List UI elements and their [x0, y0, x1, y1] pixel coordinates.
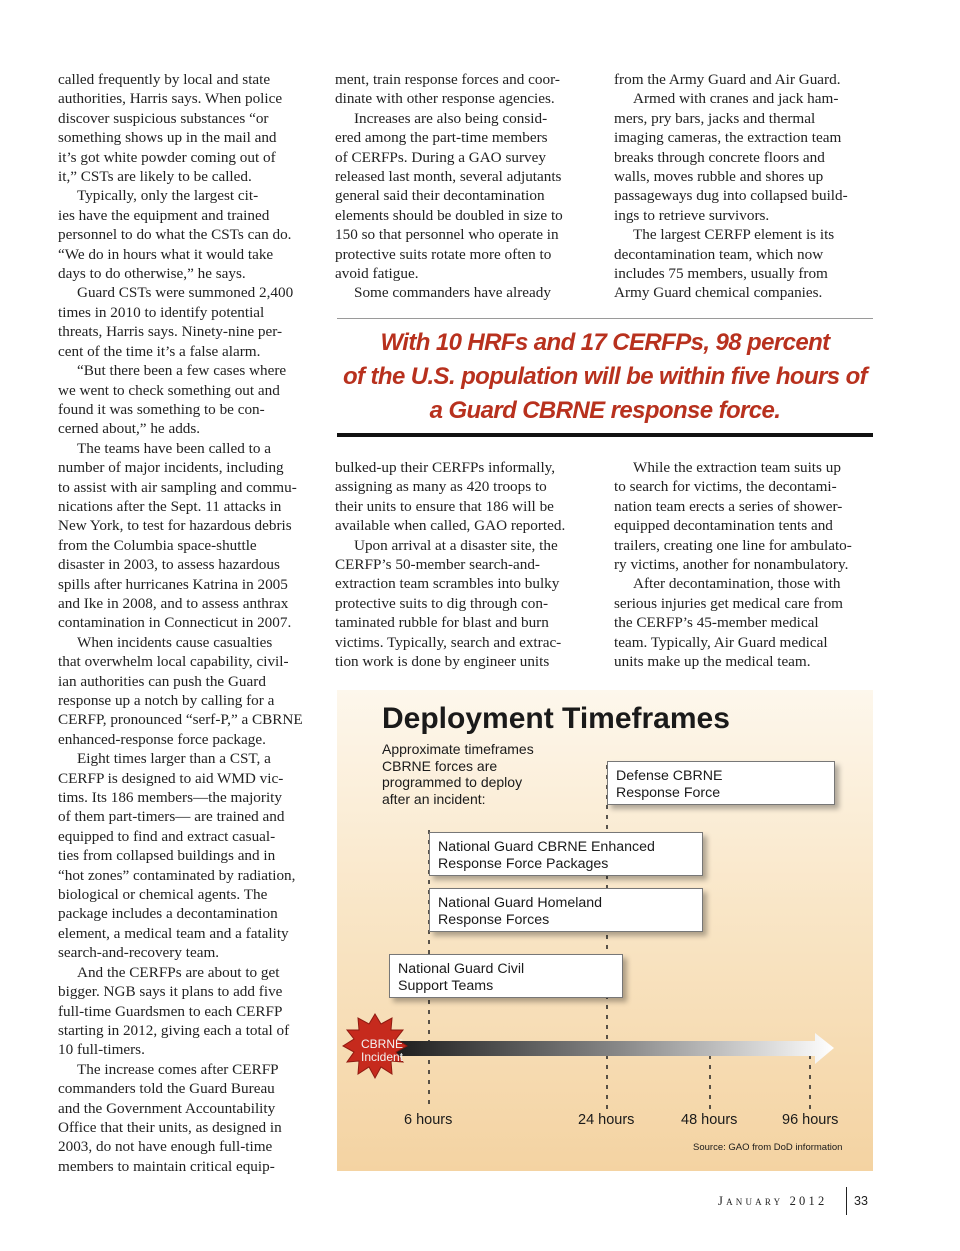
hrf-box — [429, 888, 703, 932]
text-line: their units to ensure that 186 will be — [335, 497, 554, 515]
box-label: Support Teams — [398, 977, 494, 994]
box-label: National Guard Civil — [398, 961, 525, 977]
chart-subtitle-line: Approximate timeframes — [382, 741, 534, 757]
text-line: ry victims, another for nonambulatory. — [614, 556, 849, 574]
text-line: “We do in hours what it would take — [58, 245, 274, 263]
pullquote-top-rule — [337, 318, 873, 319]
text-line: discover suspicious substances “or — [58, 109, 269, 127]
column-3-lower-text — [614, 458, 874, 671]
text-line: ties from collapsed buildings and in — [58, 847, 276, 865]
column-3-text — [614, 70, 874, 303]
tick-label-6-hours: 6 hours — [404, 1112, 453, 1128]
box-label: National Guard Homeland — [438, 895, 603, 911]
box-label: National Guard CBRNE Enhanced — [438, 839, 655, 855]
text-line: equipped to find and extract casual- — [58, 827, 276, 845]
text-line: When incidents cause casualties — [77, 633, 273, 651]
text-line: breaks through concrete floors and — [614, 148, 825, 166]
text-line: nation team erects a series of shower- — [614, 497, 843, 515]
text-line: cerned about,” he adds. — [58, 420, 201, 438]
text-line: And the CERFPs are about to get — [77, 963, 280, 981]
text-line: package includes a decontamination — [58, 905, 278, 923]
text-line: spills after hurricanes Katrina in 2005 — [58, 575, 288, 593]
chart-subtitle-line: programmed to deploy — [382, 774, 523, 790]
text-line: Office that their units, as designed in — [58, 1118, 282, 1136]
text-line: elements should be doubled in size to — [335, 206, 563, 224]
text-line: equipped decontamination tents and — [614, 517, 833, 535]
text-line: nications after the Sept. 11 attacks in — [58, 497, 282, 515]
pullquote — [337, 326, 873, 428]
text-line: victims. Typically, search and extrac- — [335, 633, 562, 651]
text-line: Some commanders have already — [354, 284, 551, 302]
text-line: disaster in 2003, to assess hazardous — [58, 556, 280, 574]
text-line: includes 75 members, usually from — [614, 265, 828, 283]
text-line: dinate with other response agencies. — [335, 90, 555, 108]
tick-label-48-hours: 48 hours — [681, 1112, 738, 1128]
text-line: avoid fatigue. — [335, 265, 419, 283]
text-line: called frequently by local and state — [58, 71, 271, 88]
text-line: extraction team scrambles into bulky — [335, 575, 560, 593]
column-2-text — [335, 70, 595, 303]
text-line: “But there been a few cases where — [77, 362, 287, 380]
text-line: team. Typically, Air Guard medical — [614, 633, 828, 651]
text-line: authorities, Harris says. When police — [58, 90, 283, 108]
defense-cbrne-box — [607, 761, 835, 805]
text-line: New York, to test for hazardous debris — [58, 517, 292, 535]
text-line: decontamination team, which now — [614, 245, 824, 263]
text-line: of them part-timers— are trained and — [58, 808, 285, 826]
text-line: days to do otherwise,” he says. — [58, 265, 246, 283]
text-line: ment, train response forces and coor- — [335, 71, 560, 88]
text-line: The increase comes after CERFP — [77, 1060, 279, 1078]
text-line: bigger. NGB says it plans to add five — [58, 983, 283, 1001]
text-line: and Ike in 2008, and to assess anthrax — [58, 594, 289, 612]
tick-label-96-hours: 96 hours — [782, 1112, 839, 1128]
text-line: assigning as many as 420 troops to — [335, 478, 547, 496]
text-line: contamination in Connecticut in 2007. — [58, 614, 292, 632]
text-line: ian authorities can push the Guard — [58, 672, 266, 690]
text-line: threats, Harris says. Ninety-nine per- — [58, 323, 283, 341]
text-line: 2003, do not have enough full-time — [58, 1138, 273, 1156]
text-line: Army Guard chemical companies. — [614, 284, 823, 302]
chart-subtitle-line: after an incident: — [382, 790, 486, 807]
column-2-lower-text — [335, 458, 595, 671]
text-line: “hot zones” contaminated by radiation, — [58, 866, 296, 884]
text-line: units make up the medical team. — [614, 653, 811, 671]
text-line: and the Government Accountability — [58, 1099, 276, 1117]
footer-divider — [846, 1187, 847, 1215]
cst-box — [389, 954, 623, 998]
incident-label-line: CBRNE — [361, 1037, 404, 1051]
text-line: enhanced-response force package. — [58, 730, 266, 748]
text-line: biological or chemical agents. The — [58, 886, 268, 904]
text-line: personnel to do what the CSTs can do. — [58, 226, 292, 244]
text-line: members to maintain critical equip- — [58, 1157, 275, 1175]
text-line: CERFP’s 50-member search-and- — [335, 556, 540, 574]
text-line: available when called, GAO reported. — [335, 517, 566, 535]
pullquote-line: With 10 HRFs and 17 CERFPs, 98 percent — [380, 329, 830, 356]
text-line: to assist with air sampling and commu- — [58, 478, 297, 496]
chart-subtitle — [382, 741, 534, 807]
text-line: full-time Guardsmen to each CERFP — [58, 1002, 283, 1020]
text-line: While the extraction team suits up — [633, 459, 841, 476]
text-line: the CERFP’s 45-member medical — [614, 614, 819, 632]
cerfp-box — [429, 832, 703, 876]
page-number: 33 — [854, 1194, 868, 1208]
text-line: found it was something to be con- — [58, 400, 265, 418]
timeline-arrow — [367, 1033, 834, 1064]
text-line: taminated rubble for blast and burn — [335, 614, 549, 632]
box-label: Response Force — [616, 784, 721, 801]
deployment-timeframes-chart — [337, 690, 873, 1171]
text-line: CERFP, pronounced “serf-P,” a CBRNE — [58, 711, 303, 729]
text-line: number of major incidents, including — [58, 459, 284, 477]
incident-label — [361, 1038, 403, 1064]
pullquote-line: a Guard CBRNE response force. — [429, 397, 781, 424]
text-line: general said their decontamination — [335, 187, 545, 205]
text-line: bulked-up their CERFPs informally, — [335, 459, 556, 476]
text-line: mers, pry bars, jacks and thermal — [614, 109, 816, 127]
text-line: Increases are also being consid- — [354, 109, 548, 127]
text-line: element, a medical team and a fatality — [58, 924, 289, 942]
text-line: we went to check something out and — [58, 381, 280, 399]
text-line: ings to retrieve survivors. — [614, 206, 770, 224]
text-line: Guard CSTs were summoned 2,400 — [77, 284, 294, 302]
text-line: trailers, creating one line for ambulato- — [614, 536, 852, 554]
text-line: tion work is done by engineer units — [335, 653, 550, 671]
text-line: to search for victims, the decontami- — [614, 478, 837, 496]
text-line: starting in 2012, giving each a total of — [58, 1021, 290, 1039]
text-line: After decontamination, those with — [633, 575, 841, 593]
text-line: ies have the equipment and trained — [58, 206, 270, 224]
text-line: 150 so that personnel who operate in — [335, 226, 559, 244]
text-line: search-and-recovery team. — [58, 944, 220, 962]
chart-title: Deployment Timeframes — [382, 702, 730, 735]
text-line: times in 2010 to identify potential — [58, 303, 265, 321]
text-line: CERFP is designed to aid WMD vic- — [58, 769, 284, 787]
text-line: The teams have been called to a — [77, 439, 271, 457]
text-line: imaging cameras, the extraction team — [614, 129, 842, 147]
text-line: cent of the time it’s a false alarm. — [58, 342, 261, 360]
incident-label-line: Incident — [361, 1050, 404, 1064]
text-line: walls, moves rubble and shores up — [614, 168, 824, 186]
text-line: tims. Its 186 members—the majority — [58, 789, 282, 807]
chart-source: Source: GAO from DoD information — [693, 1142, 843, 1153]
text-line: The largest CERFP element is its — [633, 226, 835, 244]
chart-subtitle-line: CBRNE forces are — [382, 757, 498, 774]
text-line: that overwhelm local capability, civil- — [58, 653, 289, 671]
box-label: Response Force Packages — [438, 855, 609, 872]
tick-label-24-hours: 24 hours — [578, 1112, 635, 1128]
text-line: passageways dug into collapsed build- — [614, 187, 848, 205]
text-line: it’s got white powder coming out of — [58, 148, 276, 166]
box-label: Defense CBRNE — [616, 768, 723, 784]
text-line: 10 full-timers. — [58, 1041, 145, 1059]
text-line: from the Army Guard and Air Guard. — [614, 71, 841, 88]
text-line: Armed with cranes and jack ham- — [633, 90, 839, 108]
box-label: Response Forces — [438, 911, 550, 928]
text-line: released last month, several adjutants — [335, 168, 562, 186]
text-line: of CERFPs. During a GAO survey — [335, 148, 546, 166]
text-line: something shows up in the mail and — [58, 129, 277, 147]
text-line: commanders told the Guard Bureau — [58, 1080, 275, 1098]
issue-date: January 2012 — [718, 1194, 828, 1208]
text-line: it,” CSTs are likely to be called. — [58, 168, 252, 186]
column-1-text — [58, 70, 320, 1176]
text-line: Typically, only the largest cit- — [77, 187, 259, 205]
text-line: protective suits to dig through con- — [335, 594, 549, 612]
text-line: Eight times larger than a CST, a — [77, 750, 271, 768]
text-line: Upon arrival at a disaster site, the — [354, 536, 558, 554]
text-line: response up a notch by calling for a — [58, 692, 275, 709]
pullquote-bottom-rule — [337, 433, 873, 437]
text-line: ered among the part-time members — [335, 129, 548, 147]
pullquote-line: of the U.S. population will be within five hours of — [342, 363, 868, 390]
text-line: protective suits rotate more often to — [335, 245, 552, 263]
text-line: from the Columbia space-shuttle — [58, 536, 257, 554]
text-line: serious injuries get medical care from — [614, 594, 843, 612]
